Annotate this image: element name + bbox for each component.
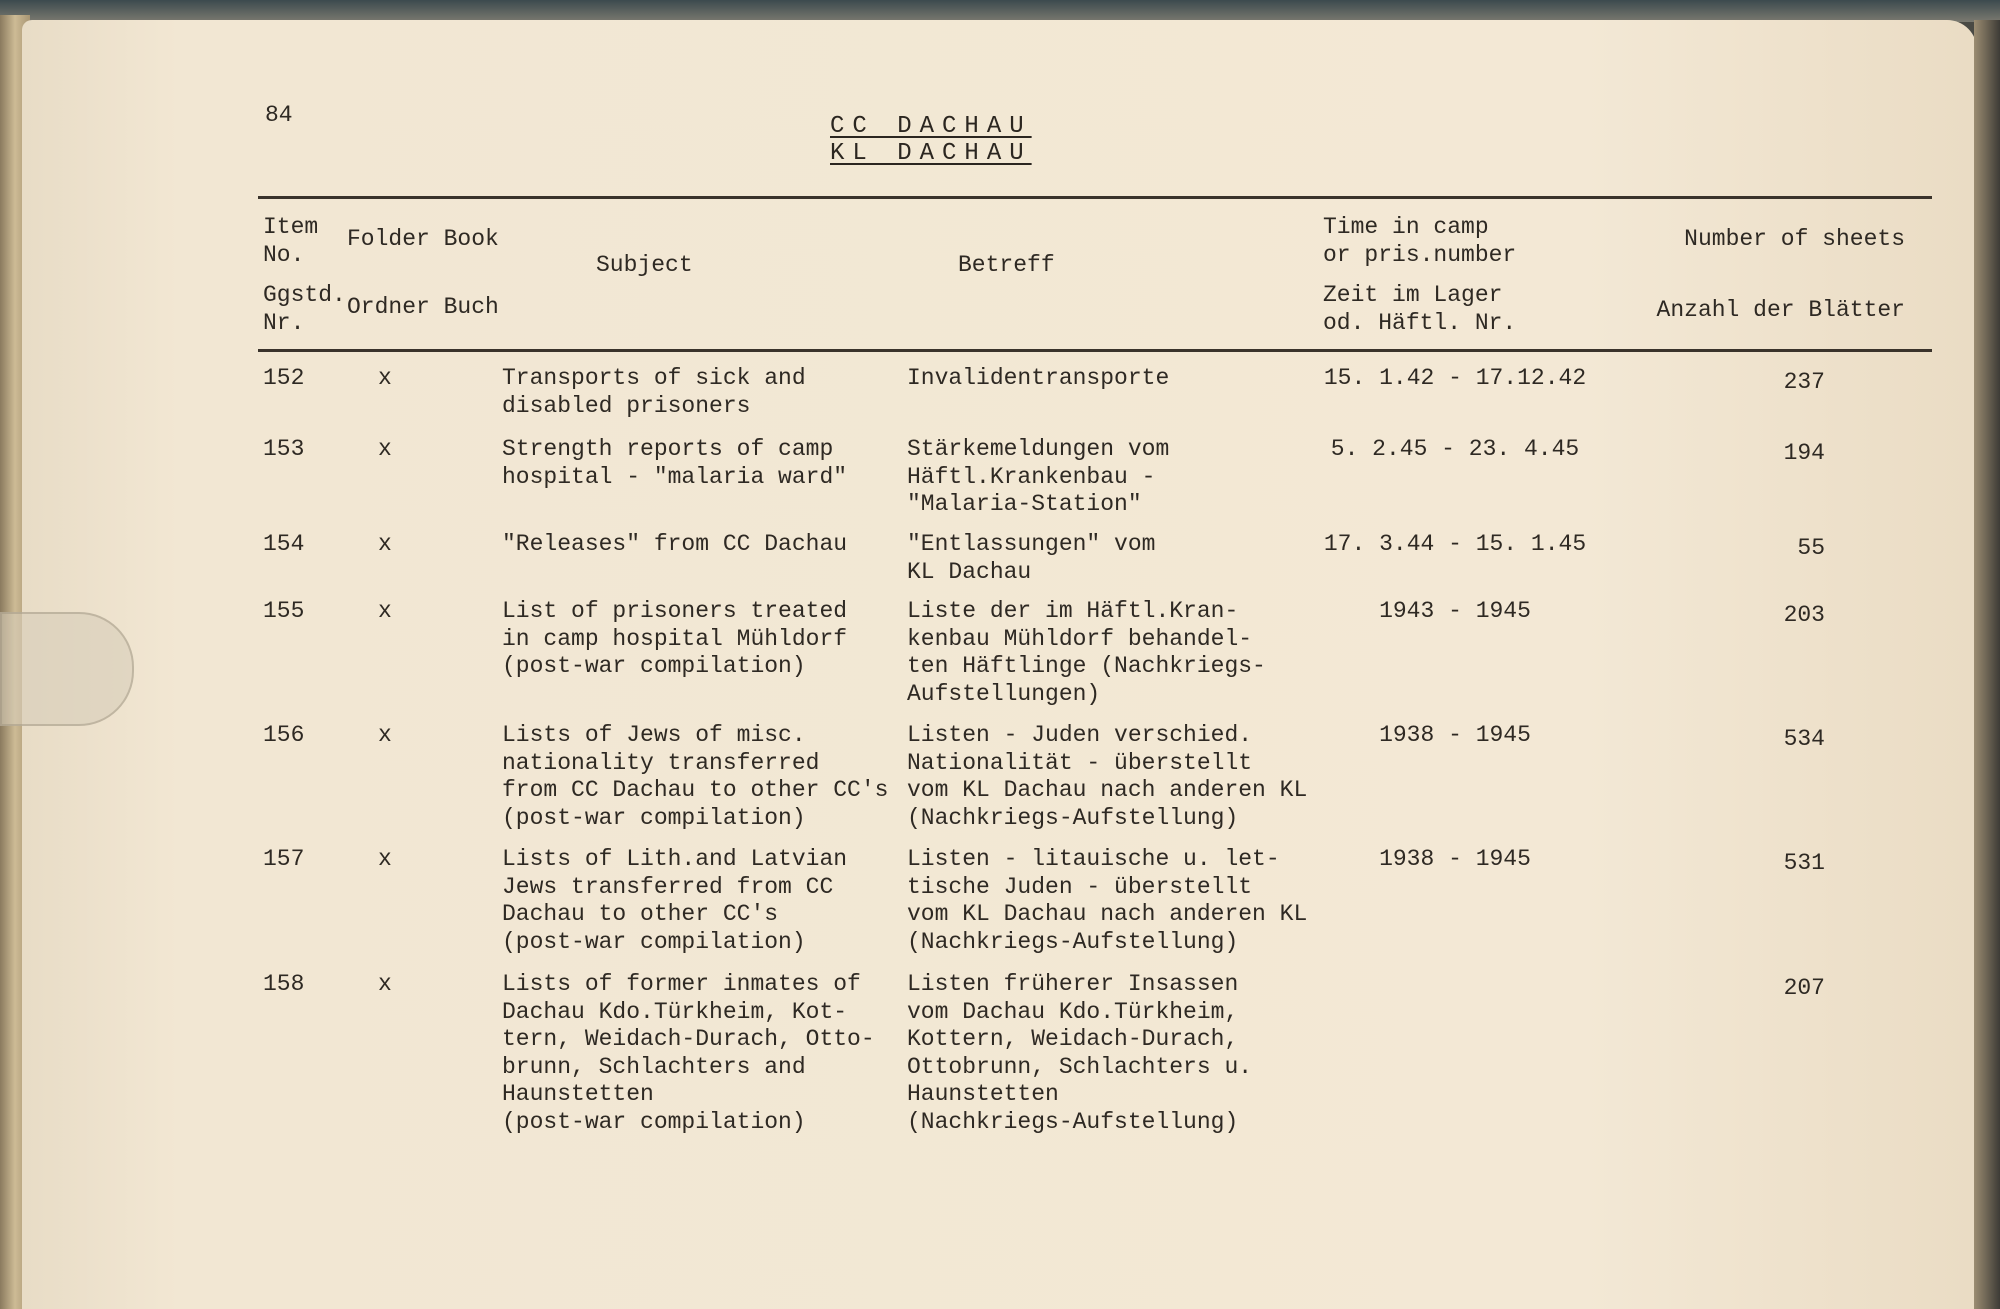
table-cell-item: 156: [263, 722, 305, 748]
table-cell-time: 5. 2.45 - 23. 4.45: [1330, 436, 1580, 462]
table-cell-betreff: "Entlassungen" vom KL Dachau: [907, 531, 1156, 585]
header-sheets-de: Anzahl der Blätter: [1656, 297, 1905, 323]
table-cell-betreff: Listen früherer Insassen vom Dachau Kdo.Türkheim, Kottern, Weidach-Durach, Ottobrunn, Schlachters u. Haunstetten (Nachkriegs-Aufstellung): [907, 971, 1253, 1135]
header-top-rule: [258, 196, 1932, 199]
table-cell-betreff: Liste der im Häftl.Kran- kenbau Mühldorf behandel- ten Häftlinge (Nachkriegs- Aufstellungen): [907, 598, 1266, 707]
table-cell-sheets: 203: [1783, 602, 1825, 628]
table-cell-item: 157: [263, 846, 305, 872]
table-cell-subject: Transports of sick and disabled prisoners: [502, 365, 806, 419]
table-cell-sheets: 534: [1783, 726, 1825, 752]
table-cell-item: 155: [263, 598, 305, 624]
table-cell-item: 152: [263, 365, 305, 391]
header-folder-book-de: Ordner Buch: [347, 294, 499, 320]
table-cell-folder: x: [378, 436, 392, 462]
table-cell-folder: x: [378, 365, 392, 391]
table-cell-folder: x: [378, 531, 392, 557]
table-cell-item: 158: [263, 971, 305, 997]
page-number: 84: [265, 102, 293, 128]
header-sheets-en: Number of sheets: [1684, 226, 1905, 252]
table-cell-sheets: 194: [1783, 440, 1825, 466]
table-cell-subject: Lists of former inmates of Dachau Kdo.Türkheim, Kot- tern, Weidach-Durach, Otto- brunn, Schlachters and Haunstetten (post-war compilation): [502, 971, 875, 1135]
table-cell-time: 1943 - 1945: [1379, 598, 1531, 624]
table-cell-subject: "Releases" from CC Dachau: [502, 531, 848, 557]
table-cell-subject: List of prisoners treated in camp hospital Mühldorf (post-war compilation): [502, 598, 848, 679]
bookmark-tab: [0, 612, 134, 726]
table-cell-betreff: Listen - Juden verschied. Nationalität - überstellt vom KL Dachau nach anderen KL (Nachkriegs-Aufstellung): [907, 722, 1308, 831]
table-cell-sheets: 55: [1797, 535, 1825, 561]
table-cell-folder: x: [378, 598, 392, 624]
table-cell-betreff: Listen - litauische u. let- tische Juden - überstellt vom KL Dachau nach anderen KL (Nachkriegs-Aufstellung): [907, 846, 1308, 955]
table-cell-time: 1938 - 1945: [1379, 846, 1531, 872]
table-cell-folder: x: [378, 971, 392, 997]
header-betreff: Betreff: [958, 252, 1055, 278]
header-item-en: Item No.: [263, 214, 319, 268]
title-german: KL DACHAU: [830, 140, 1032, 167]
header-time-de: Zeit im Lager od. Häftl. Nr.: [1323, 282, 1517, 336]
table-cell-sheets: 531: [1783, 850, 1825, 876]
book-right-edge: [1974, 20, 2000, 1309]
title-english: CC DACHAU: [830, 113, 1032, 140]
table-cell-item: 153: [263, 436, 305, 462]
table-cell-folder: x: [378, 722, 392, 748]
table-cell-time: 17. 3.44 - 15. 1.45: [1323, 531, 1587, 557]
header-subject: Subject: [596, 252, 693, 278]
table-cell-subject: Lists of Lith.and Latvian Jews transferred from CC Dachau to other CC's (post-war compilation): [502, 846, 848, 955]
header-bottom-rule: [258, 349, 1932, 352]
table-cell-time: 15. 1.42 - 17.12.42: [1323, 365, 1587, 391]
header-folder-book-en: Folder Book: [347, 226, 499, 252]
book-top-edge: [0, 0, 2000, 22]
table-cell-betreff: Invalidentransporte: [907, 365, 1170, 391]
header-item-de: Ggstd. Nr.: [263, 282, 346, 336]
table-cell-betreff: Stärkemeldungen vom Häftl.Krankenbau - "Malaria-Station": [907, 436, 1170, 517]
table-cell-item: 154: [263, 531, 305, 557]
table-cell-sheets: 237: [1783, 369, 1825, 395]
table-cell-folder: x: [378, 846, 392, 872]
table-cell-time: 1938 - 1945: [1379, 722, 1531, 748]
table-cell-subject: Strength reports of camp hospital - "malaria ward": [502, 436, 848, 490]
table-cell-subject: Lists of Jews of misc. nationality transferred from CC Dachau to other CC's (post-war compilation): [502, 722, 889, 831]
table-cell-sheets: 207: [1783, 975, 1825, 1001]
header-time-en: Time in camp or pris.number: [1323, 214, 1517, 268]
